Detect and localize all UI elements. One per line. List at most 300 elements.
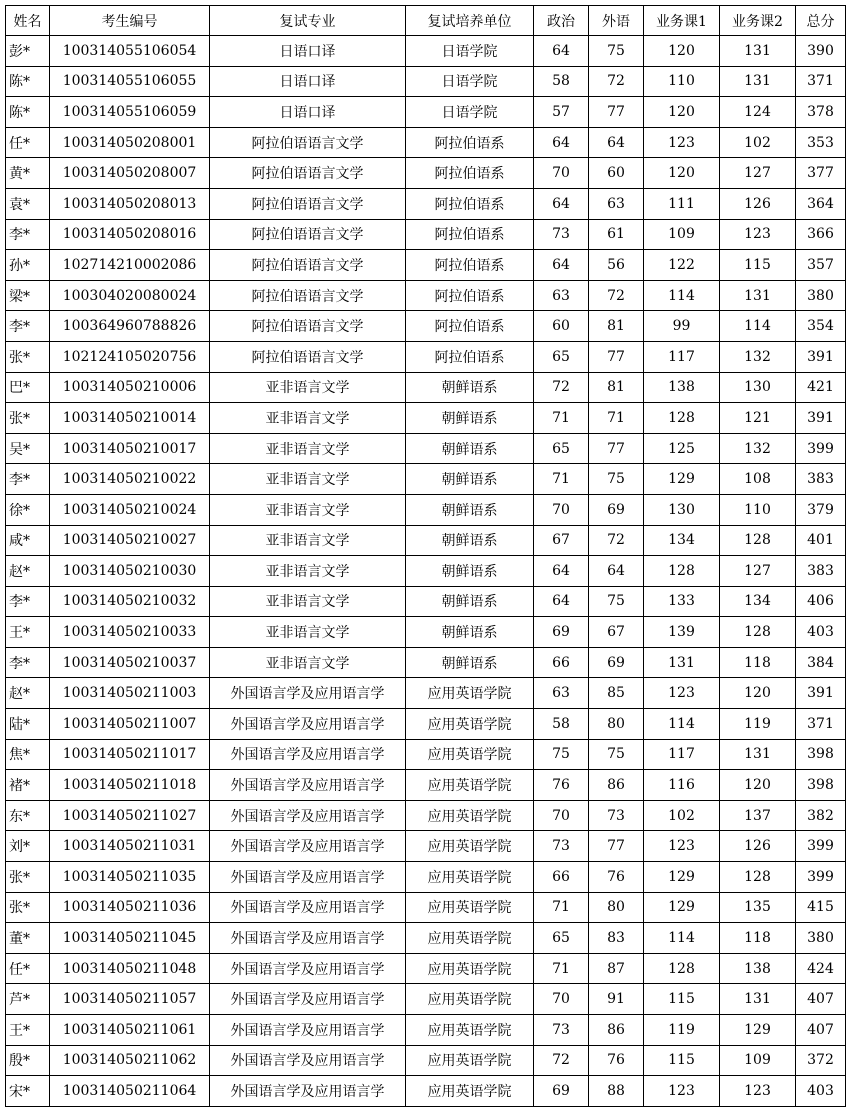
cell-foreign-language: 67 — [589, 617, 644, 648]
cell-total: 371 — [796, 66, 846, 97]
cell-total: 424 — [796, 953, 846, 984]
cell-unit: 应用英语学院 — [406, 770, 534, 801]
table-row — [6, 862, 846, 893]
cell-name: 彭* — [6, 36, 50, 67]
cell-course-2: 134 — [720, 586, 796, 617]
cell-foreign-language: 63 — [589, 188, 644, 219]
table-row — [6, 953, 846, 984]
header-major: 复试专业 — [210, 6, 406, 36]
cell-major: 亚非语言文学 — [210, 433, 406, 464]
cell-course-2: 124 — [720, 97, 796, 128]
cell-politics: 66 — [534, 647, 589, 678]
cell-foreign-language: 86 — [589, 1015, 644, 1046]
cell-course-2: 123 — [720, 219, 796, 250]
cell-course-2: 126 — [720, 188, 796, 219]
cell-course-1: 120 — [644, 158, 720, 189]
cell-candidate-id: 100314050211064 — [50, 1076, 210, 1107]
cell-course-2: 129 — [720, 1015, 796, 1046]
score-table-wrapper — [5, 5, 846, 1107]
cell-total: 391 — [796, 403, 846, 434]
cell-major: 阿拉伯语语言文学 — [210, 219, 406, 250]
cell-course-2: 127 — [720, 158, 796, 189]
cell-foreign-language: 77 — [589, 831, 644, 862]
table-row — [6, 770, 846, 801]
cell-course-1: 116 — [644, 770, 720, 801]
cell-foreign-language: 73 — [589, 800, 644, 831]
cell-course-2: 114 — [720, 311, 796, 342]
cell-course-2: 131 — [720, 984, 796, 1015]
cell-politics: 64 — [534, 250, 589, 281]
cell-name: 咸* — [6, 525, 50, 556]
cell-course-2: 131 — [720, 66, 796, 97]
cell-unit: 应用英语学院 — [406, 984, 534, 1015]
cell-unit: 朝鲜语系 — [406, 403, 534, 434]
cell-course-1: 123 — [644, 831, 720, 862]
cell-foreign-language: 61 — [589, 219, 644, 250]
cell-major: 亚非语言文学 — [210, 403, 406, 434]
cell-politics: 71 — [534, 953, 589, 984]
cell-course-2: 121 — [720, 403, 796, 434]
cell-name: 巴* — [6, 372, 50, 403]
cell-major: 日语口译 — [210, 66, 406, 97]
cell-name: 张* — [6, 403, 50, 434]
cell-name: 吴* — [6, 433, 50, 464]
table-row — [6, 1045, 846, 1076]
cell-total: 384 — [796, 647, 846, 678]
cell-course-2: 102 — [720, 127, 796, 158]
cell-major: 外国语言学及应用语言学 — [210, 1015, 406, 1046]
cell-course-2: 118 — [720, 923, 796, 954]
cell-name: 芦* — [6, 984, 50, 1015]
cell-candidate-id: 100364960788826 — [50, 311, 210, 342]
cell-course-2: 130 — [720, 372, 796, 403]
cell-course-1: 125 — [644, 433, 720, 464]
cell-politics: 64 — [534, 586, 589, 617]
cell-major: 亚非语言文学 — [210, 617, 406, 648]
cell-major: 外国语言学及应用语言学 — [210, 984, 406, 1015]
cell-unit: 应用英语学院 — [406, 800, 534, 831]
cell-name: 袁* — [6, 188, 50, 219]
cell-course-1: 129 — [644, 464, 720, 495]
cell-foreign-language: 80 — [589, 709, 644, 740]
cell-major: 阿拉伯语语言文学 — [210, 341, 406, 372]
cell-course-2: 120 — [720, 678, 796, 709]
cell-unit: 阿拉伯语系 — [406, 311, 534, 342]
cell-politics: 58 — [534, 709, 589, 740]
cell-candidate-id: 100314050211031 — [50, 831, 210, 862]
cell-major: 阿拉伯语语言文学 — [210, 250, 406, 281]
cell-total: 354 — [796, 311, 846, 342]
cell-foreign-language: 83 — [589, 923, 644, 954]
cell-unit: 日语学院 — [406, 36, 534, 67]
cell-candidate-id: 100314050210032 — [50, 586, 210, 617]
cell-major: 外国语言学及应用语言学 — [210, 678, 406, 709]
cell-name: 李* — [6, 219, 50, 250]
header-course-1: 业务课1 — [644, 6, 720, 36]
cell-unit: 应用英语学院 — [406, 1015, 534, 1046]
cell-course-2: 127 — [720, 556, 796, 587]
cell-unit: 应用英语学院 — [406, 1045, 534, 1076]
cell-major: 亚非语言文学 — [210, 586, 406, 617]
table-row — [6, 433, 846, 464]
cell-unit: 应用英语学院 — [406, 678, 534, 709]
cell-unit: 应用英语学院 — [406, 862, 534, 893]
cell-foreign-language: 76 — [589, 862, 644, 893]
cell-politics: 60 — [534, 311, 589, 342]
table-row — [6, 800, 846, 831]
cell-total: 415 — [796, 892, 846, 923]
cell-total: 382 — [796, 800, 846, 831]
cell-unit: 阿拉伯语系 — [406, 341, 534, 372]
cell-politics: 63 — [534, 280, 589, 311]
cell-total: 383 — [796, 464, 846, 495]
cell-total: 398 — [796, 770, 846, 801]
cell-course-1: 128 — [644, 556, 720, 587]
cell-total: 403 — [796, 1076, 846, 1107]
cell-unit: 应用英语学院 — [406, 892, 534, 923]
cell-unit: 应用英语学院 — [406, 709, 534, 740]
cell-total: 390 — [796, 36, 846, 67]
table-row — [6, 1015, 846, 1046]
table-row — [6, 525, 846, 556]
cell-course-1: 130 — [644, 494, 720, 525]
cell-course-1: 128 — [644, 953, 720, 984]
cell-foreign-language: 77 — [589, 341, 644, 372]
table-row — [6, 372, 846, 403]
table-row — [6, 158, 846, 189]
cell-course-1: 114 — [644, 709, 720, 740]
cell-candidate-id: 100314050211018 — [50, 770, 210, 801]
cell-major: 阿拉伯语语言文学 — [210, 188, 406, 219]
cell-politics: 73 — [534, 1015, 589, 1046]
cell-total: 357 — [796, 250, 846, 281]
cell-unit: 日语学院 — [406, 66, 534, 97]
cell-course-1: 115 — [644, 984, 720, 1015]
cell-name: 褚* — [6, 770, 50, 801]
cell-candidate-id: 100314055106055 — [50, 66, 210, 97]
cell-candidate-id: 100314050211017 — [50, 739, 210, 770]
cell-course-2: 128 — [720, 862, 796, 893]
cell-foreign-language: 87 — [589, 953, 644, 984]
cell-name: 李* — [6, 586, 50, 617]
cell-course-2: 120 — [720, 770, 796, 801]
cell-politics: 57 — [534, 97, 589, 128]
cell-foreign-language: 81 — [589, 311, 644, 342]
cell-total: 401 — [796, 525, 846, 556]
cell-candidate-id: 100304020080024 — [50, 280, 210, 311]
cell-unit: 应用英语学院 — [406, 739, 534, 770]
cell-course-1: 114 — [644, 280, 720, 311]
cell-course-2: 135 — [720, 892, 796, 923]
cell-name: 李* — [6, 647, 50, 678]
cell-foreign-language: 64 — [589, 556, 644, 587]
cell-foreign-language: 88 — [589, 1076, 644, 1107]
cell-candidate-id: 100314050211048 — [50, 953, 210, 984]
header-name: 姓名 — [6, 6, 50, 36]
cell-course-1: 110 — [644, 66, 720, 97]
cell-name: 赵* — [6, 556, 50, 587]
score-table — [5, 5, 846, 1107]
cell-course-2: 137 — [720, 800, 796, 831]
cell-major: 外国语言学及应用语言学 — [210, 892, 406, 923]
cell-name: 徐* — [6, 494, 50, 525]
cell-name: 张* — [6, 862, 50, 893]
cell-candidate-id: 100314050211062 — [50, 1045, 210, 1076]
cell-major: 外国语言学及应用语言学 — [210, 1076, 406, 1107]
cell-politics: 64 — [534, 556, 589, 587]
cell-politics: 65 — [534, 923, 589, 954]
cell-course-2: 128 — [720, 525, 796, 556]
cell-foreign-language: 80 — [589, 892, 644, 923]
cell-foreign-language: 81 — [589, 372, 644, 403]
cell-total: 406 — [796, 586, 846, 617]
header-candidate-id: 考生编号 — [50, 6, 210, 36]
table-row — [6, 678, 846, 709]
cell-total: 398 — [796, 739, 846, 770]
cell-candidate-id: 100314050211061 — [50, 1015, 210, 1046]
table-row — [6, 739, 846, 770]
cell-unit: 朝鲜语系 — [406, 433, 534, 464]
cell-politics: 64 — [534, 188, 589, 219]
table-row — [6, 923, 846, 954]
cell-course-1: 129 — [644, 892, 720, 923]
cell-course-1: 109 — [644, 219, 720, 250]
header-row — [6, 6, 846, 36]
cell-total: 383 — [796, 556, 846, 587]
cell-course-1: 123 — [644, 1076, 720, 1107]
cell-unit: 应用英语学院 — [406, 953, 534, 984]
cell-politics: 67 — [534, 525, 589, 556]
cell-foreign-language: 76 — [589, 1045, 644, 1076]
table-row — [6, 494, 846, 525]
cell-course-2: 119 — [720, 709, 796, 740]
cell-course-1: 120 — [644, 97, 720, 128]
table-row — [6, 403, 846, 434]
cell-major: 外国语言学及应用语言学 — [210, 953, 406, 984]
cell-name: 焦* — [6, 739, 50, 770]
cell-course-2: 131 — [720, 280, 796, 311]
cell-candidate-id: 100314050208016 — [50, 219, 210, 250]
cell-foreign-language: 56 — [589, 250, 644, 281]
cell-unit: 应用英语学院 — [406, 1076, 534, 1107]
cell-politics: 73 — [534, 831, 589, 862]
cell-course-2: 138 — [720, 953, 796, 984]
cell-course-1: 115 — [644, 1045, 720, 1076]
cell-major: 亚非语言文学 — [210, 464, 406, 495]
cell-candidate-id: 100314050210017 — [50, 433, 210, 464]
cell-foreign-language: 75 — [589, 586, 644, 617]
cell-unit: 阿拉伯语系 — [406, 127, 534, 158]
cell-candidate-id: 100314050210030 — [50, 556, 210, 587]
cell-politics: 63 — [534, 678, 589, 709]
cell-name: 任* — [6, 953, 50, 984]
cell-course-2: 115 — [720, 250, 796, 281]
cell-candidate-id: 100314050210024 — [50, 494, 210, 525]
cell-major: 外国语言学及应用语言学 — [210, 709, 406, 740]
cell-unit: 阿拉伯语系 — [406, 188, 534, 219]
cell-course-2: 132 — [720, 433, 796, 464]
cell-unit: 朝鲜语系 — [406, 464, 534, 495]
cell-unit: 朝鲜语系 — [406, 647, 534, 678]
cell-candidate-id: 102714210002086 — [50, 250, 210, 281]
cell-foreign-language: 77 — [589, 97, 644, 128]
cell-total: 391 — [796, 341, 846, 372]
cell-course-1: 114 — [644, 923, 720, 954]
cell-total: 364 — [796, 188, 846, 219]
cell-major: 亚非语言文学 — [210, 525, 406, 556]
cell-politics: 64 — [534, 127, 589, 158]
cell-total: 379 — [796, 494, 846, 525]
cell-course-1: 122 — [644, 250, 720, 281]
cell-name: 宋* — [6, 1076, 50, 1107]
table-row — [6, 341, 846, 372]
cell-course-1: 117 — [644, 739, 720, 770]
cell-total: 399 — [796, 862, 846, 893]
cell-course-1: 117 — [644, 341, 720, 372]
cell-major: 外国语言学及应用语言学 — [210, 862, 406, 893]
cell-major: 亚非语言文学 — [210, 647, 406, 678]
cell-name: 任* — [6, 127, 50, 158]
cell-total: 407 — [796, 1015, 846, 1046]
cell-candidate-id: 100314050208013 — [50, 188, 210, 219]
cell-total: 371 — [796, 709, 846, 740]
table-row — [6, 97, 846, 128]
cell-unit: 朝鲜语系 — [406, 586, 534, 617]
cell-politics: 58 — [534, 66, 589, 97]
cell-unit: 日语学院 — [406, 97, 534, 128]
cell-major: 阿拉伯语语言文学 — [210, 311, 406, 342]
cell-name: 张* — [6, 892, 50, 923]
cell-unit: 朝鲜语系 — [406, 617, 534, 648]
cell-course-2: 128 — [720, 617, 796, 648]
cell-course-2: 109 — [720, 1045, 796, 1076]
cell-name: 陈* — [6, 66, 50, 97]
header-unit: 复试培养单位 — [406, 6, 534, 36]
cell-total: 372 — [796, 1045, 846, 1076]
cell-unit: 阿拉伯语系 — [406, 219, 534, 250]
cell-candidate-id: 100314055106054 — [50, 36, 210, 67]
cell-course-1: 133 — [644, 586, 720, 617]
cell-politics: 70 — [534, 494, 589, 525]
cell-candidate-id: 100314050210027 — [50, 525, 210, 556]
cell-candidate-id: 100314050211003 — [50, 678, 210, 709]
cell-major: 外国语言学及应用语言学 — [210, 923, 406, 954]
cell-name: 陈* — [6, 97, 50, 128]
cell-foreign-language: 64 — [589, 127, 644, 158]
cell-foreign-language: 85 — [589, 678, 644, 709]
cell-unit: 朝鲜语系 — [406, 372, 534, 403]
cell-candidate-id: 100314050208001 — [50, 127, 210, 158]
cell-course-1: 138 — [644, 372, 720, 403]
cell-total: 377 — [796, 158, 846, 189]
cell-politics: 65 — [534, 341, 589, 372]
cell-total: 407 — [796, 984, 846, 1015]
cell-name: 李* — [6, 311, 50, 342]
table-row — [6, 219, 846, 250]
table-row — [6, 188, 846, 219]
cell-foreign-language: 75 — [589, 464, 644, 495]
cell-major: 亚非语言文学 — [210, 494, 406, 525]
cell-course-1: 111 — [644, 188, 720, 219]
cell-unit: 阿拉伯语系 — [406, 280, 534, 311]
cell-foreign-language: 72 — [589, 525, 644, 556]
cell-politics: 69 — [534, 1076, 589, 1107]
cell-candidate-id: 100314050211007 — [50, 709, 210, 740]
cell-candidate-id: 100314050210037 — [50, 647, 210, 678]
table-row — [6, 464, 846, 495]
cell-politics: 75 — [534, 739, 589, 770]
cell-name: 李* — [6, 464, 50, 495]
table-row — [6, 892, 846, 923]
header-total: 总分 — [796, 6, 846, 36]
header-politics: 政治 — [534, 6, 589, 36]
cell-course-1: 128 — [644, 403, 720, 434]
table-row — [6, 647, 846, 678]
cell-politics: 69 — [534, 617, 589, 648]
cell-total: 421 — [796, 372, 846, 403]
table-body — [6, 36, 846, 1107]
cell-name: 张* — [6, 341, 50, 372]
cell-name: 孙* — [6, 250, 50, 281]
cell-course-1: 131 — [644, 647, 720, 678]
table-row — [6, 556, 846, 587]
cell-name: 黄* — [6, 158, 50, 189]
cell-major: 日语口译 — [210, 36, 406, 67]
cell-candidate-id: 100314050211045 — [50, 923, 210, 954]
header-foreign-language: 外语 — [589, 6, 644, 36]
cell-total: 399 — [796, 831, 846, 862]
cell-politics: 76 — [534, 770, 589, 801]
table-row — [6, 311, 846, 342]
cell-major: 外国语言学及应用语言学 — [210, 831, 406, 862]
cell-course-1: 120 — [644, 36, 720, 67]
cell-candidate-id: 100314050211036 — [50, 892, 210, 923]
cell-name: 陆* — [6, 709, 50, 740]
table-row — [6, 36, 846, 67]
cell-unit: 阿拉伯语系 — [406, 158, 534, 189]
cell-course-1: 134 — [644, 525, 720, 556]
cell-course-1: 123 — [644, 127, 720, 158]
cell-course-1: 139 — [644, 617, 720, 648]
cell-major: 外国语言学及应用语言学 — [210, 739, 406, 770]
cell-major: 外国语言学及应用语言学 — [210, 1045, 406, 1076]
cell-major: 阿拉伯语语言文学 — [210, 158, 406, 189]
cell-total: 380 — [796, 280, 846, 311]
table-row — [6, 250, 846, 281]
cell-major: 亚非语言文学 — [210, 556, 406, 587]
cell-politics: 64 — [534, 36, 589, 67]
table-row — [6, 617, 846, 648]
table-row — [6, 1076, 846, 1107]
table-row — [6, 586, 846, 617]
cell-name: 王* — [6, 1015, 50, 1046]
cell-major: 外国语言学及应用语言学 — [210, 770, 406, 801]
cell-foreign-language: 75 — [589, 739, 644, 770]
cell-unit: 阿拉伯语系 — [406, 250, 534, 281]
cell-unit: 朝鲜语系 — [406, 525, 534, 556]
cell-politics: 66 — [534, 862, 589, 893]
cell-course-2: 131 — [720, 36, 796, 67]
cell-politics: 70 — [534, 158, 589, 189]
cell-politics: 71 — [534, 403, 589, 434]
cell-course-2: 132 — [720, 341, 796, 372]
cell-name: 殷* — [6, 1045, 50, 1076]
cell-course-2: 131 — [720, 739, 796, 770]
cell-candidate-id: 100314050211057 — [50, 984, 210, 1015]
cell-name: 刘* — [6, 831, 50, 862]
cell-total: 403 — [796, 617, 846, 648]
cell-major: 日语口译 — [210, 97, 406, 128]
